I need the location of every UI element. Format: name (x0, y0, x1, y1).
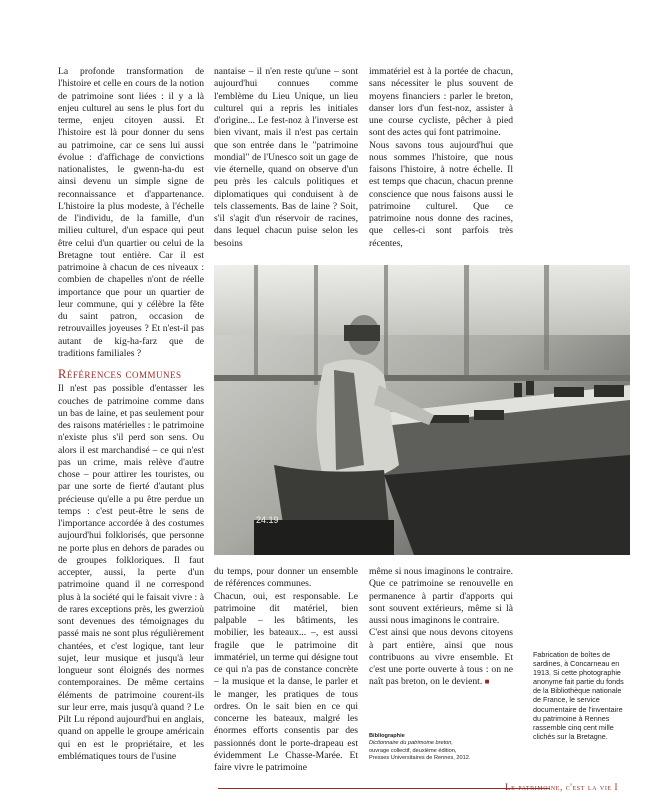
paragraph: Nous savons tous aujourd'hui que nous sommes l'histoire, que nous faisons l'histoire, à notre échelle. Il est temps que chacun, chacun prenne conscience que nous faisons aussi le patrimoine culturel. Que ce patrimoine nous donne des racines, que celles-ci sont parfois très récentes, (369, 139, 513, 249)
footer-rule (218, 788, 550, 789)
page-number: I (614, 782, 619, 792)
paragraph: nantaise – il n'en reste qu'une – sont aujourd'hui connues comme l'emblème du Lieu Unique, un lieu culturel qui a repris les initiales d'origine... Le fest-noz à l'inverse est bien vivant, mais il n'est pas certain que son entrée dans le "patrimoine mondial" de l'Unesco soit un gage de vie éternelle, quand on observe d'un peu près les calculs politiques et diplomatiques qui conduisent à de tels classements. Bas de laine ? Soit, s'il s'agit d'un réservoir de racines, dans lequel chacun puise selon les besoins (214, 66, 358, 249)
paragraph: Il n'est pas possible d'entasser les couches de patrimoine comme dans un bas de laine, et pas seulement pour des raisons matérielles : le patrimoine n'existe plus s'il perd son sens. Ou alors il est marchandisé – ce qui n'est pas un crime, mais relève d'autre chose – pour attirer les touristes, ou par une sorte de fierté d'autant plus précieuse qu'elle a pu être perdue un temps : c'est peut-être le sens de l'importance accordée à des costumes aujourd'hui folklorisés, que personne ne porte plus en dehors de parades ou de groupes folkloriques. Il faut accepter, aussi, la perte d'un patrimoine quand il ne correspond plus à la société qui le faisait vivre : à de rares exceptions près, les gwerzioù sont devenues des témoignages du passé mais ne sont plus régulièrement chantées, et c'est logique, tant leur sujet, leur musique et jusqu'à leur longueur sont éloignés des normes contemporaines. De même certains éléments de patrimoine courent-ils sur leur erre, mais jusqu'à quand ? Le Pilt Lu répond aujourd'hui en anglais, quand on appelle le groupe américain qui en est le propriétaire, et les emblématiques tours de l'usine (58, 383, 204, 762)
bibliography-line: Dictionnaire du patrimoine breton, (369, 740, 453, 747)
factory-worker-image (214, 265, 630, 555)
paragraph: La profonde transformation de l'histoire et celle en cours de la notion de patrimoine sont liées : il y a là enjeu culturel au sens le plus fort du terme, enjeu citoyen aussi. Et l'histoire est là pour donner du sens au patrimoine, car ce sens lui aussi évolue : d'affichage de convictions nationalistes, le gwenn-ha-du est ainsi devenu un simple signe de reconnaissance et d'appartenance. L'histoire la plus modeste, à l'échelle de l'individu, de la famille, d'un milieu culturel, d'un espace qui peut être celui d'un quartier ou celui de la Bretagne tout entière. Car il est patrimoine à chacun de ces niveaux : combien de chapelles n'ont de réelle importance que pour un quartier de leur commune, qui y célèbre la fête du saint patron, occasion de retrouvailles joyeuses ? Et n'est-il pas autant de kig-ha-farz que de traditions familiales ? (58, 66, 204, 359)
photo-caption: Fabrication de boîtes de sardines, à Concarneau en 1913. Si cette photographie anonyme fait partie du fonds de la Bibliothèque nationale de France, le service documentaire de l'inventaire du patrimoine à Rennes rassemble cinq cent mille clichés sur la Bretagne. (533, 650, 624, 741)
end-mark-icon: ■ (484, 677, 490, 687)
footer-title: Le patrimoine, c'est la vie (505, 782, 612, 792)
paragraph (369, 627, 513, 688)
paragraph: du temps, pour donner un ensemble de références communes. (214, 566, 358, 590)
paragraph: immatériel est à la portée de chacun, sans nécessiter le plus souvent de moyens financiers : parler le breton, danser lors d'un fest-noz, assister à une course cycliste, pêcher à pied sont des actes qui font patrimoine. (369, 66, 513, 139)
column-2-top (214, 66, 358, 250)
column-2-bottom (214, 566, 358, 774)
column-3-bottom (369, 566, 513, 689)
archival-photo (214, 265, 630, 555)
section-heading: Références communes (58, 367, 182, 381)
bibliography-line: ouvrage collectif, deuxième édition, (369, 747, 457, 754)
bibliography-line: Presses Universitaires de Rennes, 2012. (369, 755, 471, 762)
running-footer (505, 782, 618, 792)
bibliography (369, 733, 519, 763)
closing-text: C'est ainsi que nous devons citoyens à part entière, ainsi que nous contribuons au vivre ensemble. Et c'est une porte ouverte à tous : on ne naît pas breton, on le devient. (369, 627, 513, 688)
photo-plate-number: 24.19 (256, 515, 279, 525)
column-1 (58, 66, 204, 763)
bibliography-heading: Bibliographie (369, 733, 405, 739)
paragraph: même si nous imaginons le contraire. Que ce patrimoine se renouvelle en permanence à partir d'apports qui sont souvent extérieurs, même si là aussi nous imaginons le contraire. (369, 566, 513, 626)
column-3-top (369, 66, 513, 250)
paragraph: Chacun, oui, est responsable. Le patrimoine dit matériel, bien palpable – les bâtiments, les mobilier, les bateaux... –, est aussi fragile que le patrimoine dit immatériel, un terme qui désigne tout ce qui n'a pas de constance concrète – la musique et la danse, le parler et le manger, les pratiques de tous ordres. On le sait bien en ce qui concerne les bateaux, malgré les énormes efforts consentis par des passionnés dont le porte-drapeau est évidemment Le Chasse-Marée. Et faire vivre le patrimoine (214, 590, 358, 773)
